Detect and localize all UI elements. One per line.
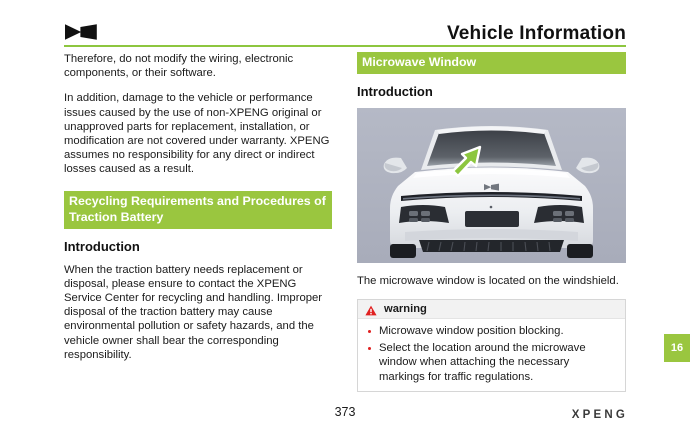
page-header	[64, 12, 626, 44]
sub-heading-introduction-right: Introduction	[357, 83, 433, 99]
page-number: 373	[334, 405, 356, 419]
warning-list-item: Select the location around the microwave window when attaching the necessary markings for traffic regulations.	[366, 341, 617, 384]
vehicle-front-view-illustration	[357, 108, 626, 263]
right-column	[357, 52, 626, 392]
header-divider	[64, 45, 626, 47]
section-banner-recycling: Recycling Requirements and Procedures of Traction Battery	[64, 191, 332, 229]
page-title: Vehicle Information	[446, 23, 626, 44]
xpeng-x-logo-icon	[64, 22, 98, 42]
warning-box	[357, 299, 626, 392]
warning-body	[358, 319, 625, 391]
warning-label: warning	[384, 302, 427, 315]
chapter-side-tab	[664, 334, 690, 362]
left-column	[64, 52, 332, 362]
paragraph-modify-warning: Therefore, do not modify the wiring, electronic components, or their software.	[64, 53, 294, 80]
paragraph-warranty-notice: In addition, damage to the vehicle or performance issues caused by the use of non-XPENG original or unapproved parts for replacement, installation, or modification are not covered under warranty. XPENG assumes no responsibility for any direct or indirect losses caused as a result.	[64, 92, 330, 176]
section-banner-microwave-window: Microwave Window	[357, 52, 626, 74]
warning-list	[366, 324, 617, 384]
chapter-side-tab-label: 16	[670, 342, 684, 354]
xpeng-wordmark-logo: XPENG	[571, 409, 628, 421]
figure-caption: The microwave window is located on the windshield.	[357, 274, 619, 287]
warning-triangle-icon	[365, 303, 377, 314]
warning-list-item: Microwave window position blocking.	[366, 324, 617, 338]
warning-header	[358, 300, 625, 319]
paragraph-traction-battery-disposal: When the traction battery needs replacement or disposal, please ensure to contact the XPENG Service Center for recycling and handling. Improper disposal of the traction battery may cause environmental pollution or safety hazards, and the vehicle owner shall bear the corresponding responsibility.	[64, 263, 323, 361]
sub-heading-introduction-left: Introduction	[64, 238, 140, 254]
